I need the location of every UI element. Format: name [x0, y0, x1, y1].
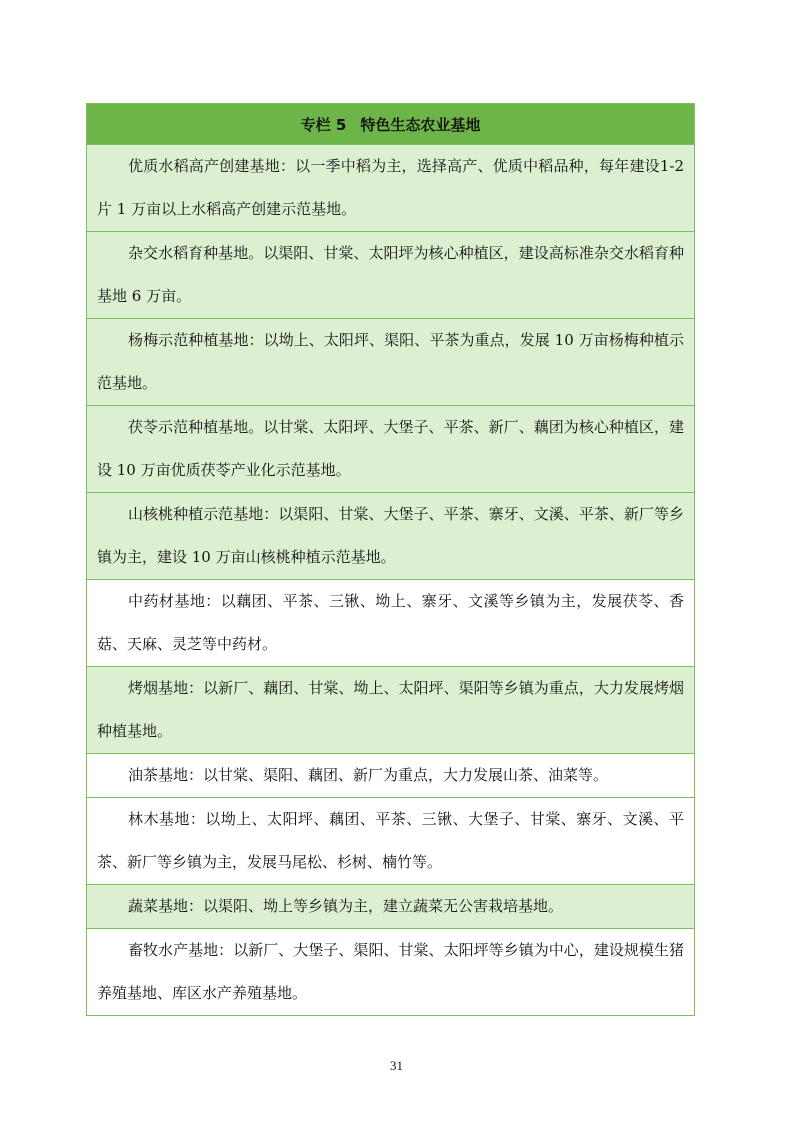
base-row: 蔬菜基地：以渠阳、坳上等乡镇为主，建立蔬菜无公害栽培基地。 — [87, 885, 694, 929]
base-row: 林木基地：以坳上、太阳坪、藕团、平茶、三锹、大堡子、甘棠、寨牙、文溪、平茶、新厂等乡镇为主，发展马尾松、杉树、楠竹等。 — [87, 798, 694, 885]
feature-column-box — [86, 103, 695, 1016]
base-row: 山核桃种植示范基地：以渠阳、甘棠、大堡子、平茶、寨牙、文溪、平茶、新厂等乡镇为主，建设 10 万亩山核桃种植示范基地。 — [87, 493, 694, 580]
base-row: 油茶基地：以甘棠、渠阳、藕团、新厂为重点，大力发展山茶、油菜等。 — [87, 754, 694, 798]
column-title-bar — [87, 104, 694, 145]
base-row: 畜牧水产基地：以新厂、大堡子、渠阳、甘棠、太阳坪等乡镇为中心，建设规模生猪养殖基地、库区水产养殖基地。 — [87, 929, 694, 1015]
base-row: 烤烟基地：以新厂、藕团、甘棠、坳上、太阳坪、渠阳等乡镇为重点，大力发展烤烟种植基地。 — [87, 667, 694, 754]
base-row: 杂交水稻育种基地。以渠阳、甘棠、太阳坪为核心种植区，建设高标准杂交水稻育种基地 6 万亩。 — [87, 232, 694, 319]
column-title: 特色生态农业基地 — [360, 115, 481, 134]
base-row: 杨梅示范种植基地：以坳上、太阳坪、渠阳、平茶为重点，发展 10 万亩杨梅种植示范基地。 — [87, 319, 694, 406]
base-row: 中药材基地：以藕团、平茶、三锹、坳上、寨牙、文溪等乡镇为主，发展茯苓、香菇、天麻、灵芝等中药材。 — [87, 580, 694, 667]
base-row: 优质水稻高产创建基地：以一季中稻为主，选择高产、优质中稻品种，每年建设1-2 片 1 万亩以上水稻高产创建示范基地。 — [87, 145, 694, 232]
base-row: 茯苓示范种植基地。以甘棠、太阳坪、大堡子、平茶、新厂、藕团为核心种植区，建设 10 万亩优质茯苓产业化示范基地。 — [87, 406, 694, 493]
column-label: 专栏 5 — [300, 115, 347, 134]
page-number: 31 — [390, 1058, 403, 1073]
